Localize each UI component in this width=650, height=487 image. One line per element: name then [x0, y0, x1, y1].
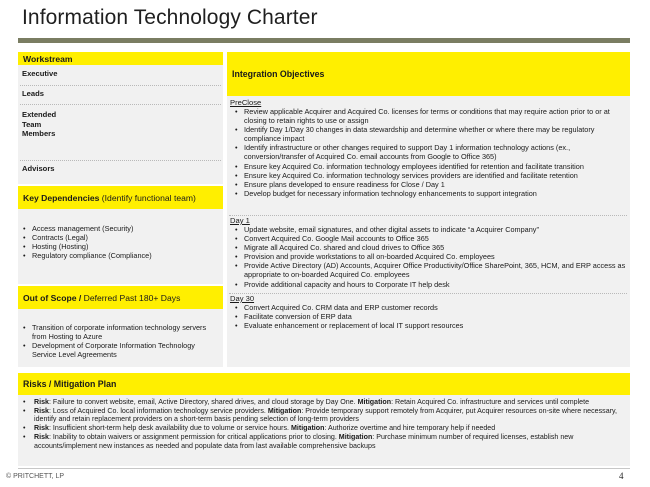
workstream-divider	[20, 104, 221, 105]
list-item: • Identify Day 1/Day 30 changes in data stewardship and determine whether or where there may be regulatory compliance impact	[234, 125, 626, 143]
out-of-scope-heading	[18, 286, 223, 309]
list-item: • Ensure plans developed to ensure readiness for Close / Day 1	[234, 180, 626, 189]
list-item: • Identify infrastructure or other changes required to support Day 1 information technology actions (ex., conversion/transfer of Acquired Co. email accounts from Google to Office 365)	[234, 143, 626, 161]
list-item: • Access management (Security)	[22, 224, 220, 233]
key-dependencies-list	[22, 224, 220, 260]
list-item	[22, 407, 626, 424]
workstream-divider	[20, 85, 221, 86]
section-divider	[229, 215, 627, 216]
section-divider	[229, 293, 627, 294]
out-of-scope-list	[22, 323, 220, 359]
list-item: • Hosting (Hosting)	[22, 242, 220, 251]
list-item: • Migrate all Acquired Co. shared and cloud drives to Office 365	[234, 243, 626, 252]
risk-label: Risk	[34, 432, 49, 441]
list-item: • Provide additional capacity and hours to Corporate IT help desk	[234, 280, 626, 289]
workstream-heading: Workstream	[18, 52, 223, 65]
risk-label: Risk	[34, 398, 49, 406]
list-item: • Contracts (Legal)	[22, 233, 220, 242]
list-item: • Ensure key Acquired Co. information technology services providers are identified and facilitate retention	[234, 171, 626, 180]
key-dependencies-heading-note: (Identify functional team)	[99, 193, 196, 203]
page-title: Information Technology Charter	[22, 6, 318, 29]
list-item: • Facilitate conversion of ERP data	[234, 312, 626, 321]
mitigation-text: : Provide temporary support remotely from Acquirer, put Acquirer resources on-site where necessary, identify and retain replacement providers on a short-term basis pending selection of long-term providers	[34, 406, 618, 424]
list-item: • Develop budget for necessary information technology enhancements to support integration	[234, 189, 626, 198]
list-item	[22, 433, 626, 450]
risk-text: : Insufficient short-term help desk availability due to volume or service hours.	[48, 424, 291, 433]
copyright: © PRITCHETT, LP	[6, 473, 65, 480]
workstream-row-executive: Executive	[22, 69, 58, 78]
list-item: • Review applicable Acquirer and Acquired Co. licenses for terms or conditions that may require action prior to or at closing to retain rights to use or assign	[234, 107, 626, 125]
mitigation-label: Mitigation	[357, 398, 392, 406]
risk-text: : Inability to obtain waivers or assignment permission for critical applications prior to closing.	[48, 432, 339, 441]
list-item: • Ensure key Acquired Co. information technology employees identified for retention and facilitate transition	[234, 162, 626, 171]
risk-text: : Failure to convert website, email, Active Directory, shared drives, and cloud storage by Day One.	[48, 398, 358, 406]
risk-label: Risk	[34, 424, 49, 433]
preclose-list	[234, 107, 626, 198]
list-item: • Update website, email signatures, and other digital assets to indicate “a Acquirer Company”	[234, 225, 626, 234]
day30-list	[234, 303, 626, 330]
day1-list	[234, 225, 626, 289]
footer-rule	[18, 468, 630, 469]
mitigation-label: Mitigation	[267, 406, 302, 415]
list-item: • Evaluate enhancement or replacement of local IT support resources	[234, 321, 626, 330]
key-dependencies-heading-bold: Key Dependencies	[23, 193, 100, 203]
key-dependencies-heading	[18, 186, 223, 209]
list-item	[22, 398, 626, 407]
list-item: • Provide Active Directory (AD) Accounts, Acquirer Office Productivity/Office SharePoint, 365, HCM, and ERP access as appropriate to on-boarded Acquired Co. employees	[234, 261, 626, 279]
day1-label: Day 1	[230, 216, 250, 225]
risks-heading: Risks / Mitigation Plan	[18, 373, 630, 395]
risks-list	[22, 398, 626, 450]
out-of-scope-heading-note: Deferred Past 180+ Days	[81, 293, 181, 303]
workstream-row-advisors: Advisors	[22, 164, 55, 173]
day30-label: Day 30	[230, 294, 255, 303]
workstream-row-extended-team: Extended Team Members	[22, 110, 57, 138]
preclose-label: PreClose	[230, 98, 262, 107]
mitigation-label: Mitigation	[338, 432, 373, 441]
risk-label: Risk	[34, 406, 49, 415]
risk-text: : Loss of Acquired Co. local information technology service providers.	[48, 406, 268, 415]
list-item: • Convert Acquired Co. Google Mail accounts to Office 365	[234, 234, 626, 243]
list-item: • Provision and provide workstations to all on-boarded Acquired Co. employees	[234, 252, 626, 261]
title-rule	[18, 38, 630, 43]
list-item: • Development of Corporate Information Technology Service Level Agreements	[22, 341, 220, 359]
out-of-scope-heading-bold: Out of Scope /	[23, 293, 82, 303]
list-item: • Transition of corporate information technology servers from Hosting to Azure	[22, 323, 220, 341]
integration-objectives-heading: Integration Objectives	[227, 52, 630, 96]
list-item: • Regulatory compliance (Compliance)	[22, 251, 220, 260]
page-number: 4	[619, 471, 624, 481]
mitigation-text: : Purchase minimum number of required licenses, establish new accounts/implement new instances as needed and populate data from last available comprehensive backups	[34, 432, 574, 450]
workstream-row-leads: Leads	[22, 89, 44, 98]
mitigation-text: : Retain Acquired Co. infrastructure and services until complete	[391, 398, 590, 406]
list-item	[22, 424, 626, 433]
mitigation-text: : Authorize overtime and hire temporary help if needed	[324, 424, 496, 433]
list-item: • Convert Acquired Co. CRM data and ERP customer records	[234, 303, 626, 312]
mitigation-label: Mitigation	[290, 424, 325, 433]
workstream-divider	[20, 160, 221, 161]
